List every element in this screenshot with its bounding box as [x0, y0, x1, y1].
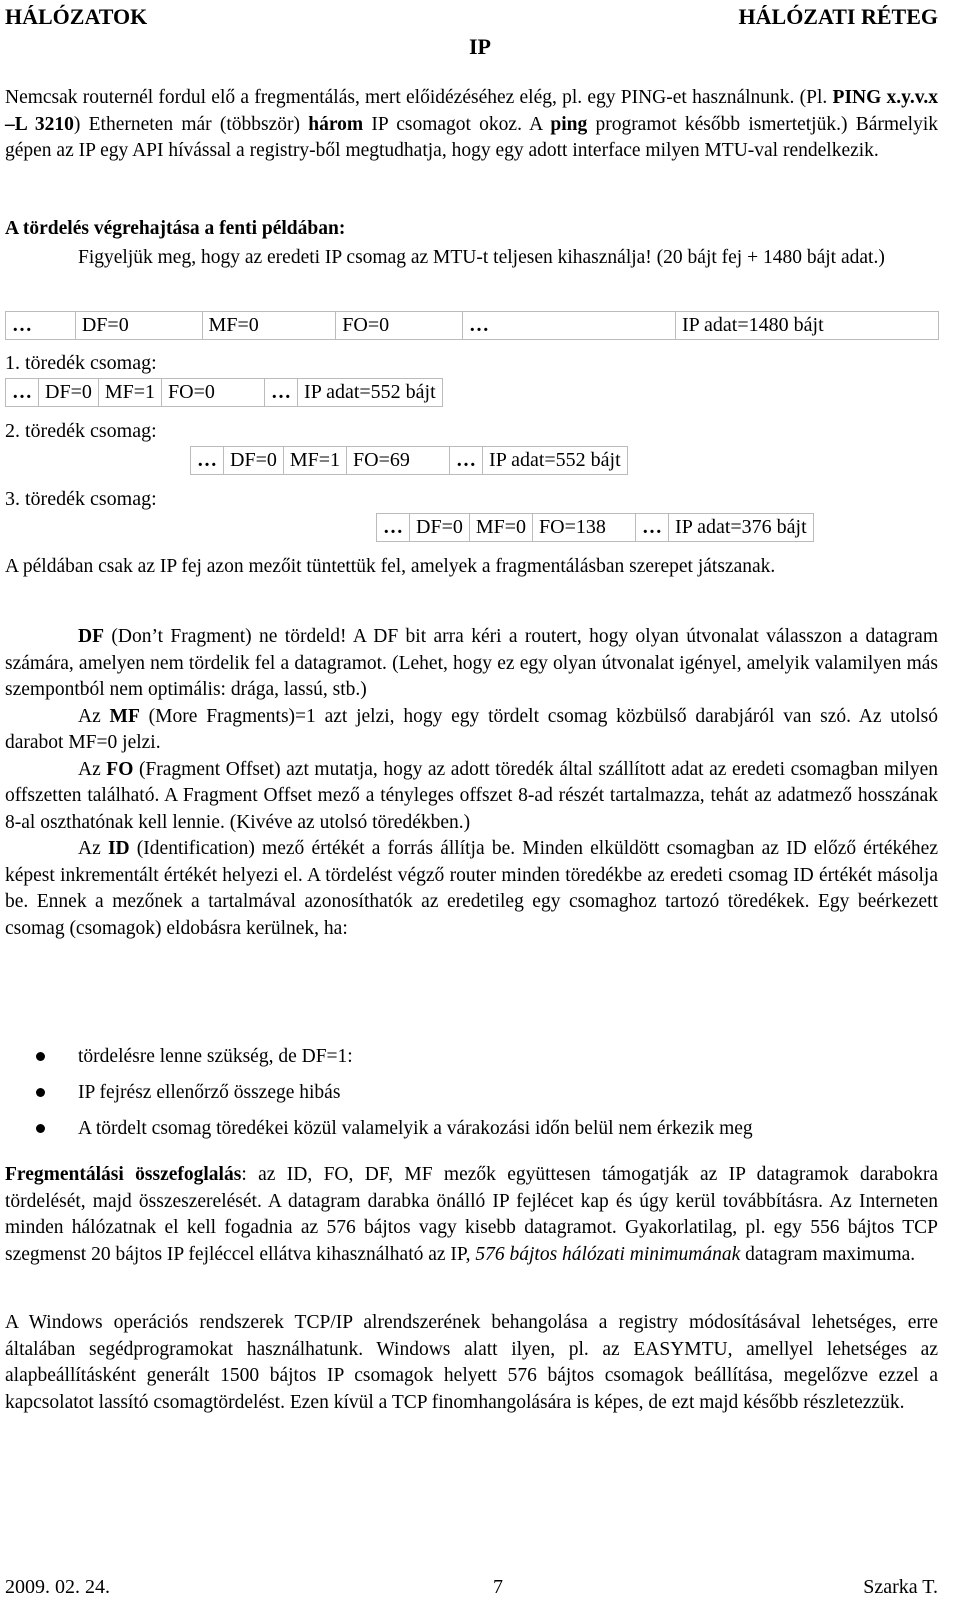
list-item: [5, 1111, 938, 1147]
fragment-3-label: 3. töredék csomag:: [5, 488, 157, 510]
id-term: ID: [107, 838, 130, 859]
fo-cell: FO=69: [347, 447, 450, 475]
df-term: DF: [78, 626, 104, 647]
data-cell: IP adat=552 bájt: [483, 447, 628, 475]
mf-cell: MF=0: [202, 312, 336, 340]
bold-word: három: [308, 113, 364, 135]
fo-cell: FO=0: [162, 379, 265, 407]
dots: …: [636, 514, 669, 542]
paragraph-fo: [5, 757, 938, 837]
text: : az ID, FO, DF, MF mezők együttesen támogatják az IP datagramok darabokra tördelését, majd összeszerelését. A datagram darabka önálló IP fejlécet kap és úgy kerül továbbításra. Az Interneten minden hálózatnak el kell fogadnia az 576 bájtos vagy kisebb datagramot. Gyakorlatilag, pl. egy 556 bájtos TCP szegmenst 20 bájtos IP fejléccel ellátva kihasználható az IP,: [5, 1164, 938, 1265]
header-left: HÁLÓZATOK: [5, 4, 148, 29]
italic-text: 576 bájtos hálózati minimumának: [475, 1243, 741, 1265]
dots: …: [6, 379, 39, 407]
bullet-icon: [36, 1088, 45, 1097]
original-packet-table: [5, 311, 939, 340]
fragment-3-table: [376, 513, 814, 542]
footer-author: Szarka T.: [863, 1576, 938, 1598]
list-item-text: A tördelt csomag töredékei közül valamelyik a várakozási időn belül nem érkezik meg: [78, 1118, 753, 1139]
paragraph-id: [5, 836, 938, 942]
text: Az: [78, 705, 110, 727]
dots: …: [450, 447, 483, 475]
text: (Identification) mező értékét a forrás állítja be. Minden elküldött csomagban az ID előző értékéhez képest inkrementált értékét helyezi el. A tördelést végző router minden töredékbe az eredeti csomag ID értékét másolja be. Ennek a mezőnek a tartalmával azonosíthatók az eredetileg egy csomaghoz tartozó töredékek. Egy beérkezett csomag (csomagok) eldobásra kerülnek, ha:: [5, 838, 938, 939]
text: ) Etherneten már (többször): [73, 113, 309, 135]
fragment-1-label: 1. töredék csomag:: [5, 352, 157, 374]
footer-date: 2009. 02. 24.: [5, 1576, 110, 1598]
bullet-icon: [36, 1052, 45, 1061]
text: (Don’t Fragment) ne tördeld! A DF bit arra kéri a routert, hogy olyan útvonalat válasszon a datagram számára, amelyen nem tördelik fel a datagramot. (Lehet, hogy ez egy olyan útvonalat igényel, amelyik valamilyen más szempontból nem optimális: drága, lassú, stb.): [5, 626, 938, 700]
paragraph-example: A példában csak az IP fej azon mezőit tüntettük fel, amelyek a fragmentálásban szerepet játszanak.: [5, 556, 776, 577]
text: IP csomagot okoz. A: [363, 113, 551, 135]
field-descriptions: [5, 624, 938, 942]
bullet-icon: [36, 1124, 45, 1133]
fragment-2-label: 2. töredék csomag:: [5, 420, 157, 442]
text: programot később ismertetjük.) Bármelyik gépen az IP egy API hívással a registry-ből megtudhatja, hogy egy adott interface milyen MTU-val rendelkezik.: [5, 113, 939, 161]
dots: …: [463, 312, 676, 340]
dots: …: [265, 379, 298, 407]
df-cell: DF=0: [224, 447, 284, 475]
data-cell: IP adat=376 bájt: [669, 514, 814, 542]
mf-cell: MF=0: [469, 514, 532, 542]
paragraph-summary: [5, 1162, 938, 1268]
header-center: IP: [469, 34, 491, 59]
text: (Fragment Offset) azt mutatja, hogy az adott töredék által szállított adat az eredeti csomagban milyen offszetten található. A Fragment Offset mező a tényleges offszet 8-ad részét tartalmazza, tehát az adatmező hosszának 8-al oszthatónak kell lennie. (Kivéve az utolsó töredékben.): [5, 758, 938, 833]
dots: …: [191, 447, 224, 475]
drop-conditions-list: [5, 1039, 938, 1147]
list-item: [5, 1039, 938, 1075]
fragment-1-table: [5, 378, 443, 407]
dots: …: [377, 514, 410, 542]
paragraph-windows: A Windows operációs rendszerek TCP/IP alrendszerének behangolása a registry módosításával lehetséges, erre általában segédprogramokat használhatunk. Windows alatt ilyen, pl. az EASYMTU, amellyel lehetséges az alapbeállításként generált 1500 bájtos IP csomagok helyett 576 bájtos csomagok beállítása, megelőzve ezzel a kapcsolatot lassító csomagtördelést. Ezen kívül a TCP finomhangolására is képes, de ezt majd később részletezzük.: [5, 1312, 938, 1413]
text: Nemcsak routernél fordul elő a fregmentálás, mert előidézéséhez elég, pl. egy PING-et használnunk. (Pl.: [5, 87, 833, 108]
df-cell: DF=0: [410, 514, 470, 542]
df-cell: DF=0: [39, 379, 99, 407]
fo-cell: FO=138: [533, 514, 636, 542]
data-cell: IP adat=552 bájt: [298, 379, 443, 407]
fragment-2-table: [190, 446, 628, 475]
paragraph-df: [5, 624, 938, 704]
text: Az: [78, 758, 107, 780]
paragraph-ping: [5, 85, 938, 165]
text: datagram maximuma.: [740, 1243, 916, 1265]
footer-page-number: 7: [493, 1576, 503, 1598]
ping-command: PING x.y.v.x –L 3210: [5, 87, 938, 135]
section-heading: A tördelés végrehajtása a fenti példában:: [5, 218, 346, 239]
dots: …: [6, 312, 76, 340]
df-cell: DF=0: [75, 312, 202, 340]
fo-term: FO: [106, 758, 134, 780]
text: Az: [78, 838, 108, 859]
fo-cell: FO=0: [336, 312, 463, 340]
mf-cell: MF=1: [98, 379, 161, 407]
summary-term: Fregmentálási összefoglalás: [5, 1164, 242, 1185]
list-item: [5, 1075, 938, 1111]
header-right: HÁLÓZATI RÉTEG: [738, 4, 938, 29]
mf-term: MF: [109, 705, 140, 727]
list-item-text: IP fejrész ellenőrző összege hibás: [78, 1082, 341, 1103]
paragraph-mf: [5, 704, 938, 757]
text: (More Fragments)=1 azt jelzi, hogy egy tördelt csomag közbülső darabjáról van szó. Az utolsó darabot MF=0 jelzi.: [5, 705, 938, 753]
list-item-text: tördelésre lenne szükség, de DF=1:: [78, 1046, 353, 1067]
mf-cell: MF=1: [283, 447, 346, 475]
data-cell: IP adat=1480 bájt: [676, 312, 939, 340]
paragraph-observe: Figyeljük meg, hogy az eredeti IP csomag az MTU-t teljesen kihasználja! (20 bájt fej + 1480 bájt adat.): [78, 247, 885, 268]
bold-word: ping: [550, 113, 588, 135]
